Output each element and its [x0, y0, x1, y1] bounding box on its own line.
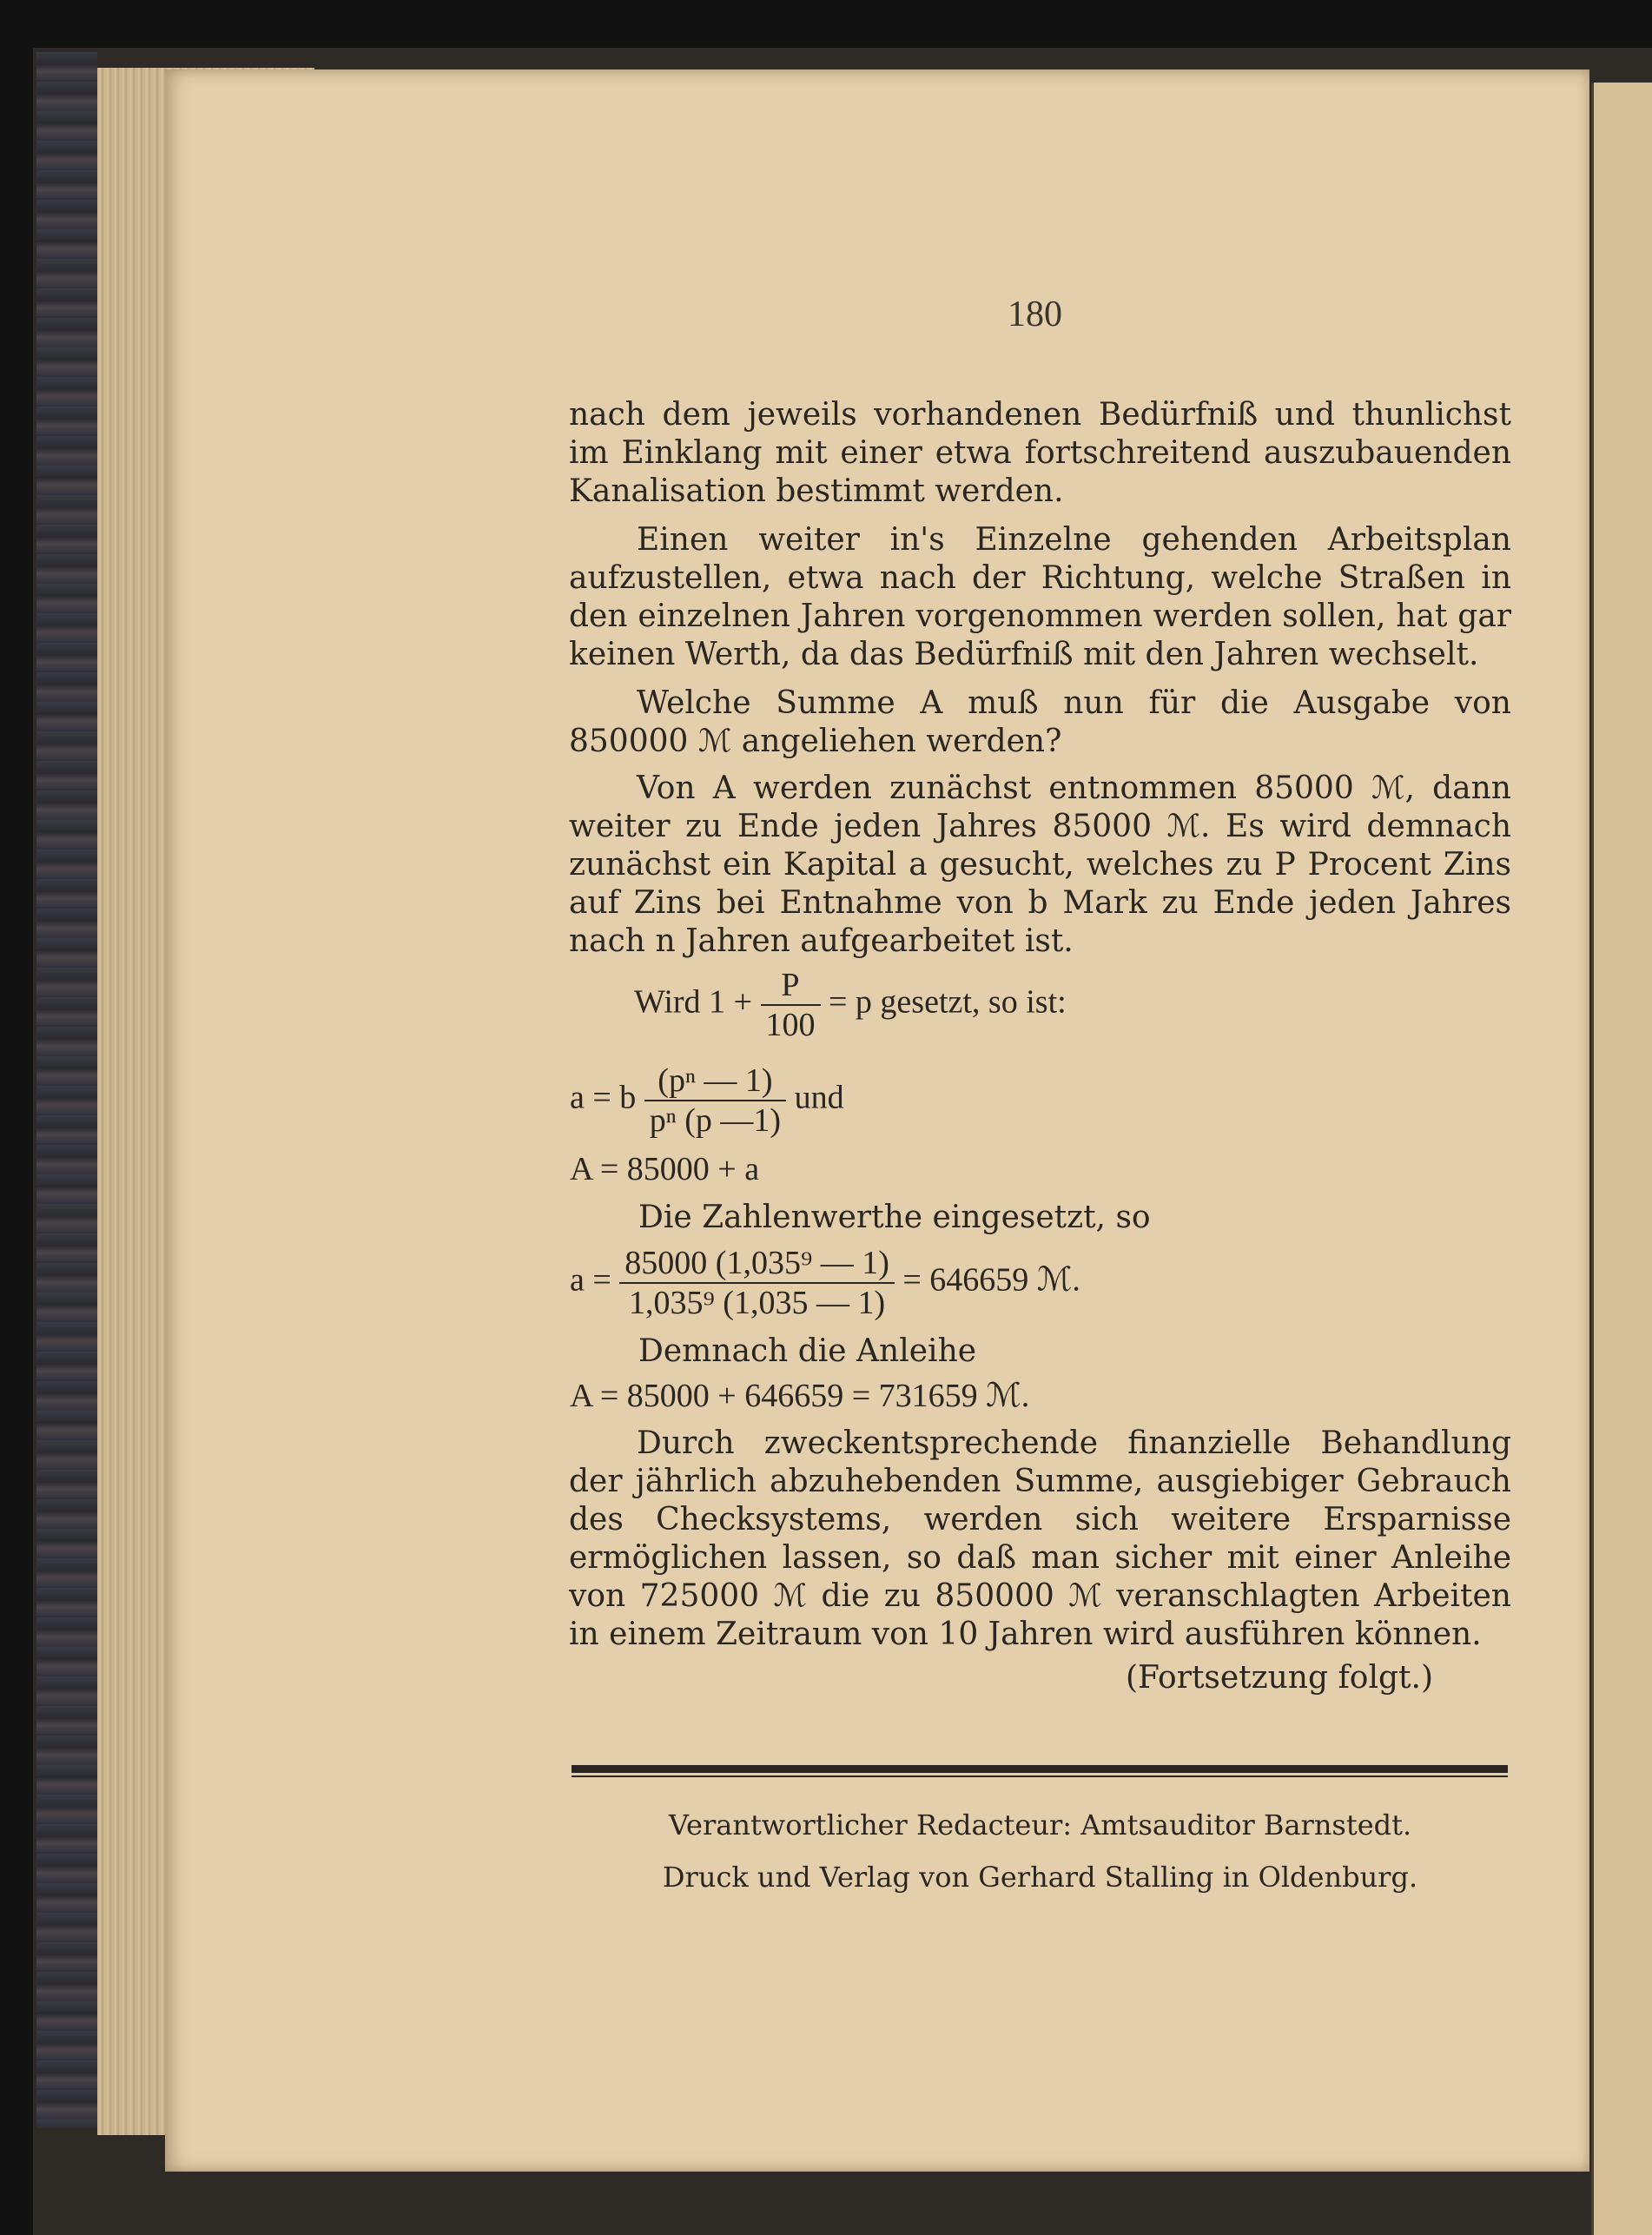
footer-printer: Druck und Verlag von Gerhard Stalling in Oldenburg.	[662, 1861, 1418, 1894]
paragraph-1	[569, 396, 1511, 511]
formula-suffix: = p gesetzt, so ist:	[829, 983, 1067, 1021]
footer-editor: Verantwortlicher Redacteur: Amtsauditor Barnstedt.	[668, 1808, 1412, 1842]
fraction	[761, 966, 821, 1044]
fraction-denominator: pⁿ (p —1)	[649, 1102, 782, 1139]
book-page	[165, 69, 1589, 2172]
formula-a	[570, 1061, 844, 1140]
next-page-edge	[1591, 83, 1652, 2235]
paragraph-4	[569, 770, 1511, 961]
footer-rule	[572, 1765, 1508, 1773]
paragraph-text: nach dem jeweils vorhandenen Bedürfniß und thunlichst im Einklang mit einer etwa fortschreitend auszubauenden Kanalisation bestimmt werden.	[569, 397, 1511, 509]
book-spine	[36, 52, 97, 2128]
fraction-numerator: 85000 (1,035⁹ — 1)	[619, 1244, 895, 1284]
page-number: 180	[1008, 294, 1062, 334]
paragraph-2	[569, 521, 1511, 674]
paragraph-text: Einen weiter in's Einzelne gehenden Arbeitsplan aufzustellen, etwa nach der Richtung, welche Straßen in den einzelnen Jahren vorgenommen werden sollen, hat gar keinen Werth, da das Bedürfniß mit den Jahren wechselt.	[569, 522, 1511, 672]
text-anleihe: Demnach die Anleihe	[638, 1333, 977, 1369]
paragraph-final	[569, 1425, 1511, 1654]
text-values: Die Zahlenwerthe eingesetzt, so	[638, 1200, 1151, 1235]
formula-suffix: = 646659 ℳ.	[902, 1261, 1080, 1299]
formula-prefix: a =	[570, 1261, 611, 1299]
formula-p	[634, 966, 1067, 1044]
continuation-note: (Fortsetzung folgt.)	[1126, 1660, 1433, 1696]
fraction-numerator: (pⁿ — 1)	[644, 1061, 786, 1101]
fraction-denominator: 100	[765, 1007, 816, 1043]
fraction-numerator: P	[761, 966, 821, 1006]
paragraph-text: Welche Summe A muß nun für die Ausgabe von 850000 ℳ angeliehen werden?	[569, 685, 1511, 759]
paragraph-text: Durch zweckentsprechende finanzielle Behandlung der jährlich abzuhebenden Summe, ausgiebiger Gebrauch des Checksystems, werden sich weitere Ersparnisse ermöglichen lassen, so daß man sicher mit einer Anleihe von 725000 ℳ die zu 850000 ℳ veranschlagten Arbeiten in einem Zeitraum von 10 Jahren wird ausführen können.	[569, 1425, 1511, 1652]
formula-a-values	[570, 1244, 1080, 1322]
formula-prefix: Wird 1 +	[634, 983, 752, 1021]
paragraph-text: Von A werden zunächst entnommen 85000 ℳ, dann weiter zu Ende jeden Jahres 85000 ℳ. Es wird demnach zunächst ein Kapital a gesucht, welches zu P Procent Zins auf Zins bei Entnahme von b Mark zu Ende jeden Jahres nach n Jahren aufgearbeitet ist.	[569, 770, 1511, 959]
fraction	[644, 1061, 786, 1140]
formula-suffix: und	[794, 1079, 844, 1116]
fraction	[619, 1244, 895, 1322]
formula-total: A = 85000 + 646659 = 731659 ℳ.	[570, 1378, 1030, 1414]
formula-A: A = 85000 + a	[570, 1151, 760, 1187]
paragraph-3	[569, 684, 1511, 761]
fraction-denominator: 1,035⁹ (1,035 — 1)	[629, 1285, 886, 1321]
formula-prefix: a = b	[570, 1079, 637, 1116]
footer-rule-thin	[572, 1775, 1508, 1777]
